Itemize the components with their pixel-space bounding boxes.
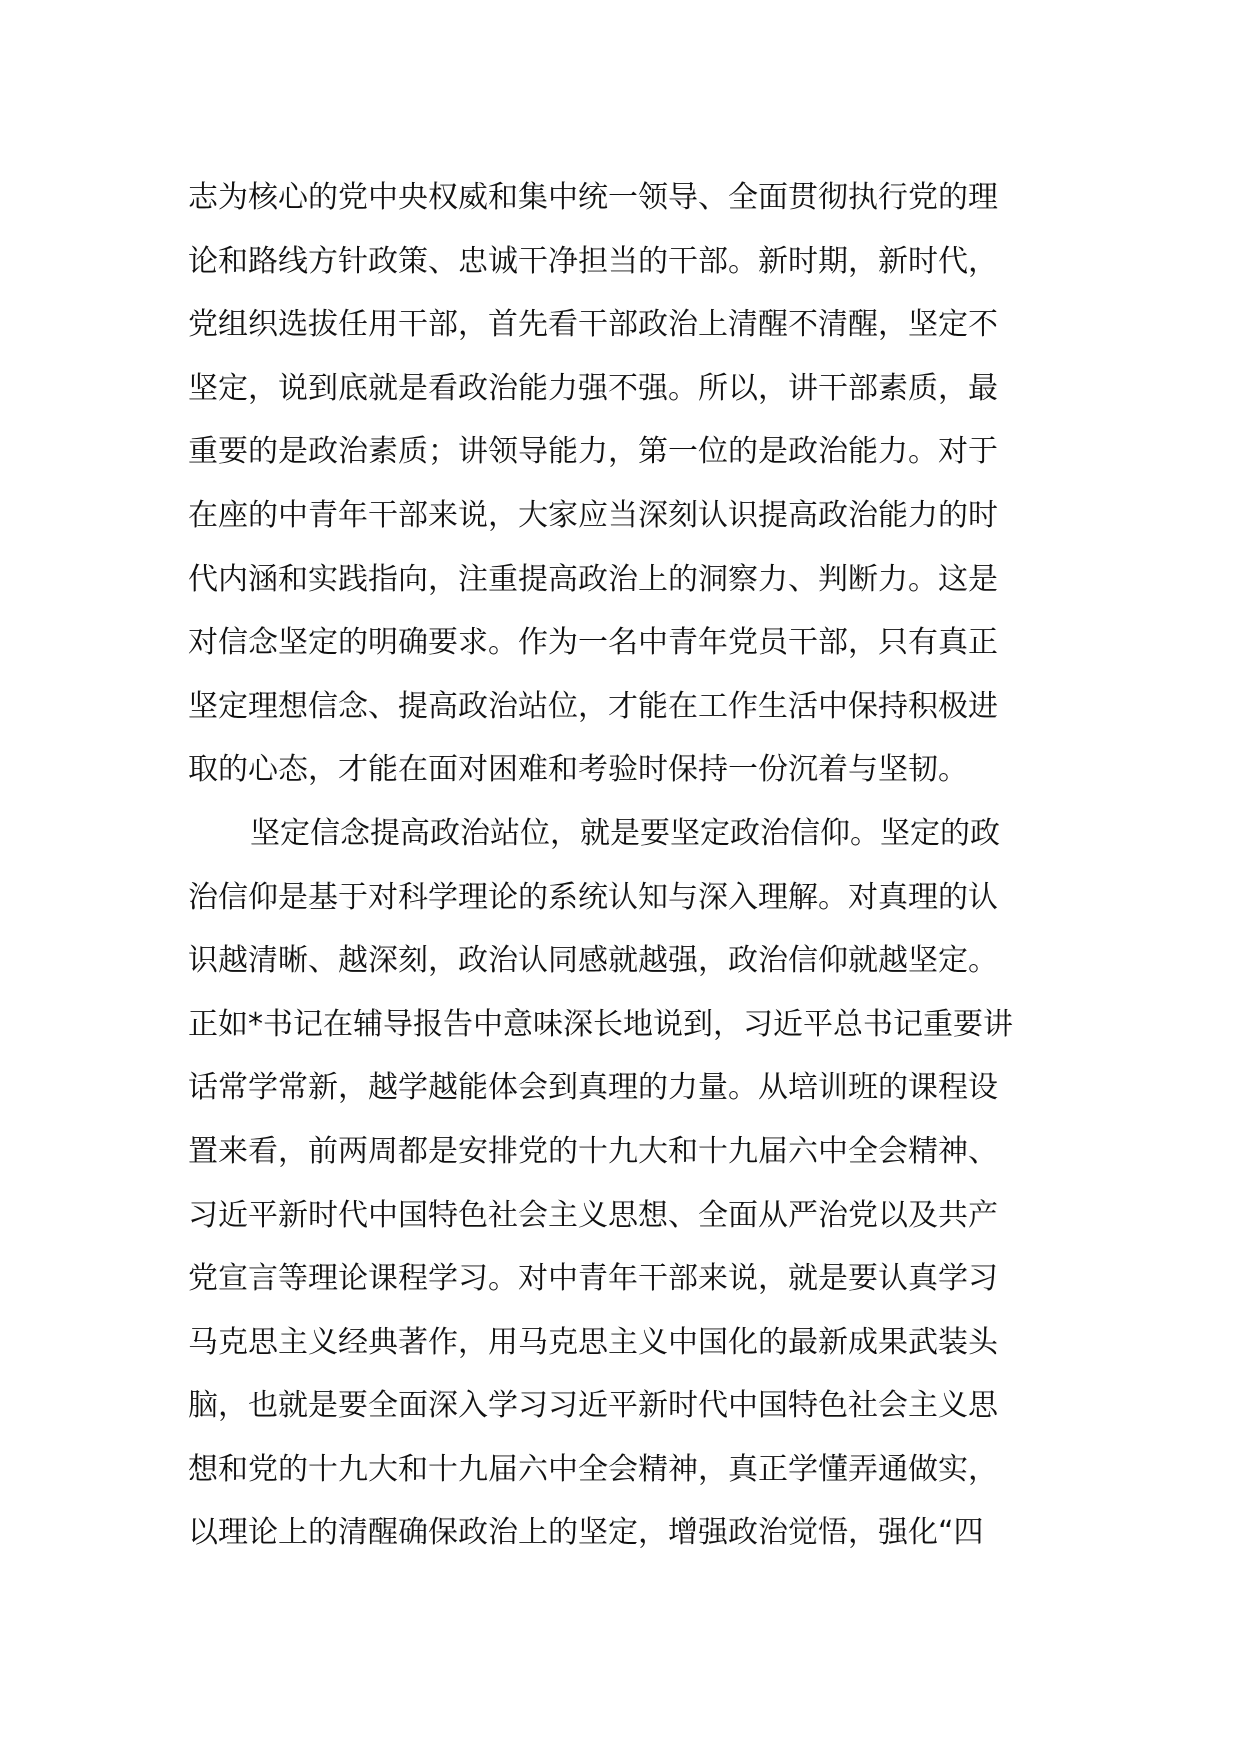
- text-line: 坚定，说到底就是看政治能力强不强。所以，讲干部素质，最: [188, 370, 998, 406]
- text-line: 志为核心的党中央权威和集中统一领导、全面贯彻执行党的理: [188, 180, 998, 215]
- text-line: 论和路线方针政策、忠诚干净担当的干部。新时期，新时代，: [188, 243, 998, 279]
- text-line: 对信念坚定的明确要求。作为一名中青年党员干部，只有真正: [188, 625, 998, 661]
- text-line: 脑，也就是要全面深入学习习近平新时代中国特色社会主义思: [188, 1388, 998, 1424]
- body-text: [188, 166, 1068, 1565]
- text-line: 置来看，前两周都是安排党的十九大和十九届六中全会精神、: [188, 1133, 998, 1169]
- text-line: 话常学常新，越学越能体会到真理的力量。从培训班的课程设: [188, 1070, 998, 1106]
- text-line: 马克思主义经典著作，用马克思主义中国化的最新成果武装头: [188, 1324, 998, 1360]
- text-line: 治信仰是基于对科学理论的系统认知与深入理解。对真理的认: [188, 879, 998, 915]
- text-line: 坚定理想信念、提高政治站位，才能在工作生活中保持积极进: [188, 688, 998, 724]
- text-line: 取的心态，才能在面对困难和考验时保持一份沉着与坚韧。: [188, 752, 968, 788]
- text-line: 重要的是政治素质；讲领导能力，第一位的是政治能力。对于: [188, 434, 998, 470]
- text-line: 代内涵和实践指向，注重提高政治上的洞察力、判断力。这是: [188, 561, 998, 597]
- text-line: 在座的中青年干部来说，大家应当深刻认识提高政治能力的时: [188, 497, 998, 533]
- text-line: 以理论上的清醒确保政治上的坚定，增强政治觉悟，强化“四: [188, 1515, 984, 1551]
- text-line: 党宣言等理论课程学习。对中青年干部来说，就是要认真学习: [188, 1261, 998, 1297]
- paragraph-start-line: 坚定信念提高政治站位，就是要坚定政治信仰。坚定的政: [250, 815, 1000, 851]
- text-line: 想和党的十九大和十九届六中全会精神，真正学懂弄通做实，: [188, 1451, 998, 1487]
- text-line: 识越清晰、越深刻，政治认同感就越强，政治信仰就越坚定。: [188, 943, 998, 979]
- text-line: 习近平新时代中国特色社会主义思想、全面从严治党以及共产: [188, 1197, 998, 1233]
- text-line: 正如*书记在辅导报告中意味深长地说到，习近平总书记重要讲: [188, 1006, 1013, 1042]
- text-line: 党组织选拔任用干部，首先看干部政治上清醒不清醒，坚定不: [188, 307, 998, 343]
